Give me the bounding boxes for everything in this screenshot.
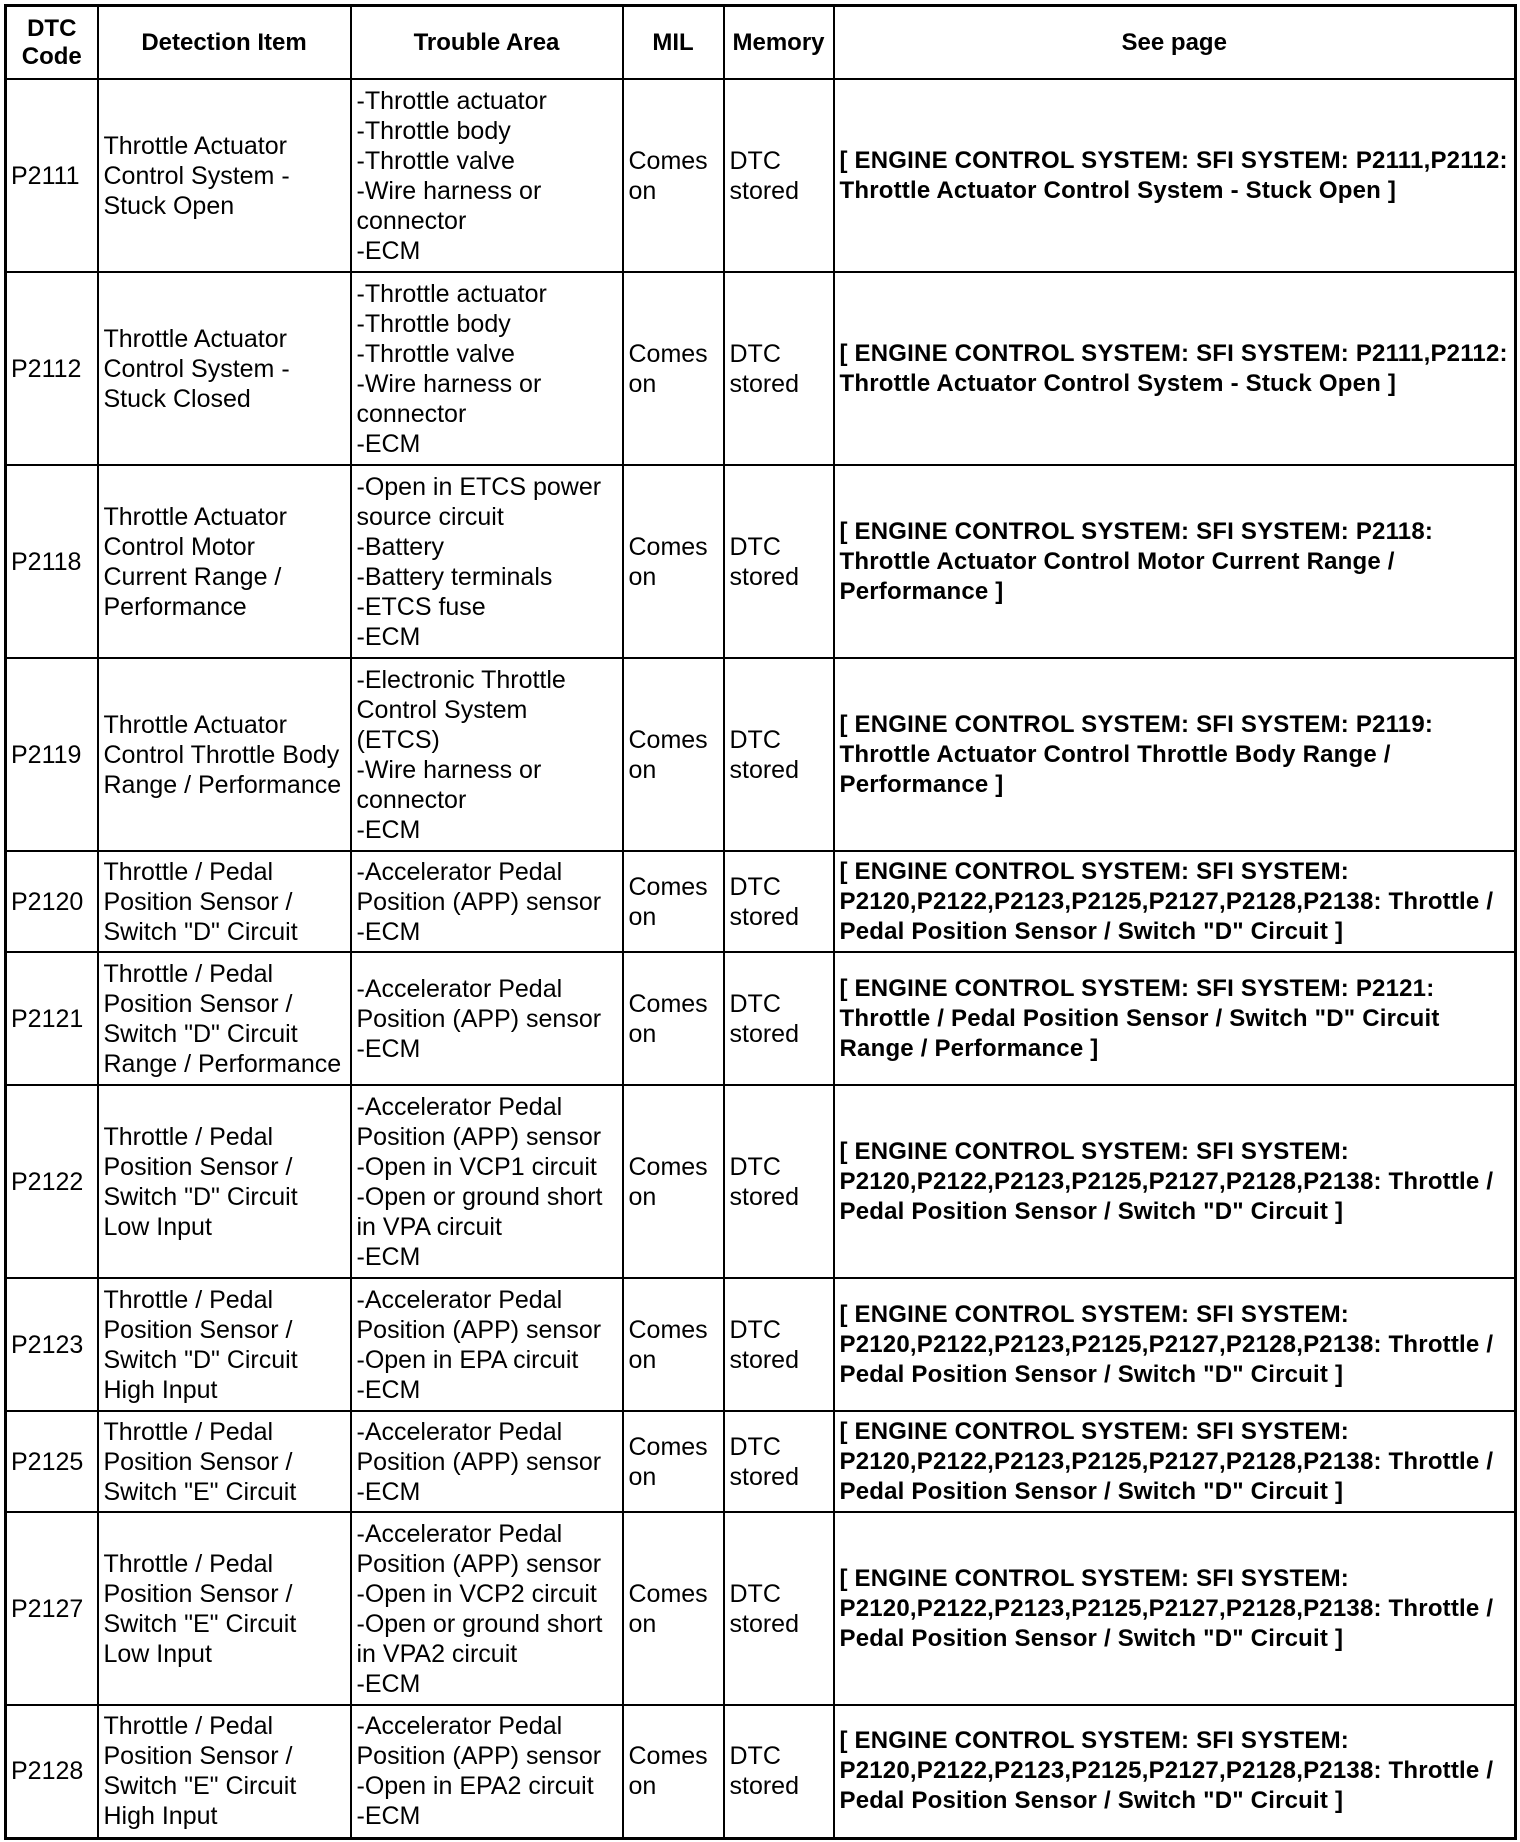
trouble-area-cell <box>351 465 623 658</box>
trouble-area-item: -Throttle actuator <box>356 279 547 308</box>
trouble-area-item: -Wire harness or connector <box>356 755 542 814</box>
trouble-area-item: -ECM <box>356 236 421 265</box>
detection-item-cell: Throttle / Pedal Position Sensor / Switch "D" Circuit Low Input <box>98 1085 351 1278</box>
detection-item-cell: Throttle Actuator Control System - Stuck Closed <box>98 272 351 465</box>
trouble-area-cell <box>351 952 623 1085</box>
table-row <box>6 465 1516 658</box>
dtc-table <box>4 4 1517 1840</box>
table-row <box>6 272 1516 465</box>
trouble-area-cell <box>351 1278 623 1411</box>
trouble-area-item: -Accelerator Pedal Position (APP) sensor <box>356 1092 602 1151</box>
trouble-area-item: -Accelerator Pedal Position (APP) sensor <box>356 1285 602 1344</box>
memory-cell: DTC stored <box>724 272 834 465</box>
table-row <box>6 658 1516 851</box>
trouble-area-item: -Throttle valve <box>356 146 515 175</box>
trouble-area-item: -ECM <box>356 429 421 458</box>
mil-cell: Comes on <box>623 1411 724 1512</box>
trouble-area-item: -Throttle valve <box>356 339 515 368</box>
trouble-area-cell <box>351 1085 623 1278</box>
dtc-code-cell: P2127 <box>6 1512 98 1705</box>
trouble-area-item: -ECM <box>356 1802 421 1831</box>
memory-cell: DTC stored <box>724 1512 834 1705</box>
dtc-code-cell: P2125 <box>6 1411 98 1512</box>
detection-item-cell: Throttle Actuator Control Motor Current Range / Performance <box>98 465 351 658</box>
header-trouble-area: Trouble Area <box>351 6 623 80</box>
trouble-area-cell <box>351 1512 623 1705</box>
table-header <box>6 6 1516 80</box>
see-page-link[interactable]: [ ENGINE CONTROL SYSTEM: SFI SYSTEM: P2119: Throttle Actuator Control Throttle Body Range / Performance ] <box>834 658 1516 851</box>
header-mil: MIL <box>623 6 724 80</box>
detection-item-cell: Throttle / Pedal Position Sensor / Switch "D" Circuit Range / Performance <box>98 952 351 1085</box>
header-detection-item: Detection Item <box>98 6 351 80</box>
memory-cell: DTC stored <box>724 1705 834 1838</box>
dtc-code-cell: P2121 <box>6 952 98 1085</box>
detection-item-cell: Throttle Actuator Control Throttle Body Range / Performance <box>98 658 351 851</box>
trouble-area-item: -Throttle body <box>356 116 511 145</box>
mil-cell: Comes on <box>623 1705 724 1838</box>
trouble-area-cell <box>351 272 623 465</box>
detection-item-cell: Throttle / Pedal Position Sensor / Switch "D" Circuit <box>98 851 351 952</box>
mil-cell: Comes on <box>623 1085 724 1278</box>
dtc-code-cell: P2118 <box>6 465 98 658</box>
dtc-code-cell: P2111 <box>6 79 98 272</box>
table-row <box>6 952 1516 1085</box>
trouble-area-item: -Open or ground short in VPA2 circuit <box>356 1609 603 1668</box>
trouble-area-item: -Wire harness or connector <box>356 369 542 428</box>
see-page-link[interactable]: [ ENGINE CONTROL SYSTEM: SFI SYSTEM: P2120,P2122,P2123,P2125,P2127,P2128,P2138: Throttle / Pedal Position Sensor / Switch "D" Circuit ] <box>834 1085 1516 1278</box>
detection-item-cell: Throttle / Pedal Position Sensor / Switch "E" Circuit Low Input <box>98 1512 351 1705</box>
detection-item-cell: Throttle / Pedal Position Sensor / Switch "E" Circuit High Input <box>98 1705 351 1838</box>
trouble-area-item: -Throttle body <box>356 309 511 338</box>
table-row <box>6 851 1516 952</box>
trouble-area-item: -ECM <box>356 1034 421 1063</box>
table-row <box>6 1085 1516 1278</box>
table-row <box>6 1705 1516 1838</box>
table-body <box>6 79 1516 1838</box>
table-row <box>6 1512 1516 1705</box>
trouble-area-item: -Accelerator Pedal Position (APP) sensor <box>356 974 602 1033</box>
trouble-area-item: -Throttle actuator <box>356 86 547 115</box>
trouble-area-item: -Open in EPA circuit <box>356 1345 579 1374</box>
trouble-area-item: -Accelerator Pedal Position (APP) sensor <box>356 1712 602 1771</box>
memory-cell: DTC stored <box>724 851 834 952</box>
table-row <box>6 1278 1516 1411</box>
trouble-area-item: -Open in ETCS power source circuit <box>356 472 602 531</box>
table-row <box>6 1411 1516 1512</box>
mil-cell: Comes on <box>623 79 724 272</box>
trouble-area-cell <box>351 658 623 851</box>
trouble-area-item: -Electronic Throttle Control System (ETCS) <box>356 665 566 754</box>
trouble-area-item: -Open in VCP1 circuit <box>356 1152 597 1181</box>
trouble-area-item: -ECM <box>356 917 421 946</box>
memory-cell: DTC stored <box>724 1411 834 1512</box>
trouble-area-cell <box>351 1705 623 1838</box>
mil-cell: Comes on <box>623 1278 724 1411</box>
see-page-link[interactable]: [ ENGINE CONTROL SYSTEM: SFI SYSTEM: P2121: Throttle / Pedal Position Sensor / Switch "D" Circuit Range / Performance ] <box>834 952 1516 1085</box>
detection-item-cell: Throttle / Pedal Position Sensor / Switch "E" Circuit <box>98 1411 351 1512</box>
memory-cell: DTC stored <box>724 1278 834 1411</box>
trouble-area-item: -ECM <box>356 1477 421 1506</box>
trouble-area-cell <box>351 1411 623 1512</box>
trouble-area-item: -Open in VCP2 circuit <box>356 1579 597 1608</box>
memory-cell: DTC stored <box>724 658 834 851</box>
mil-cell: Comes on <box>623 658 724 851</box>
trouble-area-item: -Accelerator Pedal Position (APP) sensor <box>356 1417 602 1476</box>
memory-cell: DTC stored <box>724 952 834 1085</box>
trouble-area-item: -ECM <box>356 622 421 651</box>
see-page-link[interactable]: [ ENGINE CONTROL SYSTEM: SFI SYSTEM: P2118: Throttle Actuator Control Motor Current Range / Performance ] <box>834 465 1516 658</box>
mil-cell: Comes on <box>623 272 724 465</box>
header-row <box>6 6 1516 80</box>
trouble-area-item: -Accelerator Pedal Position (APP) sensor <box>356 857 602 916</box>
trouble-area-item: -ECM <box>356 1242 421 1271</box>
trouble-area-item: -Open or ground short in VPA circuit <box>356 1182 603 1241</box>
header-see-page: See page <box>834 6 1516 80</box>
dtc-code-cell: P2120 <box>6 851 98 952</box>
dtc-code-cell: P2112 <box>6 272 98 465</box>
mil-cell: Comes on <box>623 851 724 952</box>
dtc-code-cell: P2123 <box>6 1278 98 1411</box>
trouble-area-item: -Wire harness or connector <box>356 176 542 235</box>
trouble-area-cell <box>351 79 623 272</box>
trouble-area-item: -ECM <box>356 815 421 844</box>
trouble-area-item: -Open in EPA2 circuit <box>356 1772 594 1801</box>
trouble-area-item: -ETCS fuse <box>356 592 486 621</box>
see-page-link[interactable]: [ ENGINE CONTROL SYSTEM: SFI SYSTEM: P2111,P2112: Throttle Actuator Control System - Stuck Open ] <box>834 272 1516 465</box>
see-page-link[interactable]: [ ENGINE CONTROL SYSTEM: SFI SYSTEM: P2111,P2112: Throttle Actuator Control System - Stuck Open ] <box>834 79 1516 272</box>
mil-cell: Comes on <box>623 1512 724 1705</box>
trouble-area-item: -Battery terminals <box>356 562 553 591</box>
trouble-area-item: -ECM <box>356 1375 421 1404</box>
header-memory: Memory <box>724 6 834 80</box>
table-row <box>6 79 1516 272</box>
detection-item-cell: Throttle Actuator Control System - Stuck Open <box>98 79 351 272</box>
dtc-code-cell: P2128 <box>6 1705 98 1838</box>
mil-cell: Comes on <box>623 465 724 658</box>
memory-cell: DTC stored <box>724 1085 834 1278</box>
see-page-link[interactable]: [ ENGINE CONTROL SYSTEM: SFI SYSTEM: P2120,P2122,P2123,P2125,P2127,P2128,P2138: Throttle / Pedal Position Sensor / Switch "D" Circuit ] <box>834 1705 1516 1838</box>
see-page-link[interactable]: [ ENGINE CONTROL SYSTEM: SFI SYSTEM: P2120,P2122,P2123,P2125,P2127,P2128,P2138: Throttle / Pedal Position Sensor / Switch "D" Circuit ] <box>834 1512 1516 1705</box>
header-dtc-code: DTC Code <box>6 6 98 80</box>
mil-cell: Comes on <box>623 952 724 1085</box>
memory-cell: DTC stored <box>724 465 834 658</box>
trouble-area-item: -Battery <box>356 532 445 561</box>
trouble-area-item: -ECM <box>356 1669 421 1698</box>
see-page-link[interactable]: [ ENGINE CONTROL SYSTEM: SFI SYSTEM: P2120,P2122,P2123,P2125,P2127,P2128,P2138: Throttle / Pedal Position Sensor / Switch "D" Circuit ] <box>834 1411 1516 1512</box>
see-page-link[interactable]: [ ENGINE CONTROL SYSTEM: SFI SYSTEM: P2120,P2122,P2123,P2125,P2127,P2128,P2138: Throttle / Pedal Position Sensor / Switch "D" Circuit ] <box>834 851 1516 952</box>
trouble-area-item: -Accelerator Pedal Position (APP) sensor <box>356 1519 602 1578</box>
memory-cell: DTC stored <box>724 79 834 272</box>
trouble-area-cell <box>351 851 623 952</box>
detection-item-cell: Throttle / Pedal Position Sensor / Switch "D" Circuit High Input <box>98 1278 351 1411</box>
see-page-link[interactable]: [ ENGINE CONTROL SYSTEM: SFI SYSTEM: P2120,P2122,P2123,P2125,P2127,P2128,P2138: Throttle / Pedal Position Sensor / Switch "D" Circuit ] <box>834 1278 1516 1411</box>
dtc-code-cell: P2119 <box>6 658 98 851</box>
dtc-code-cell: P2122 <box>6 1085 98 1278</box>
